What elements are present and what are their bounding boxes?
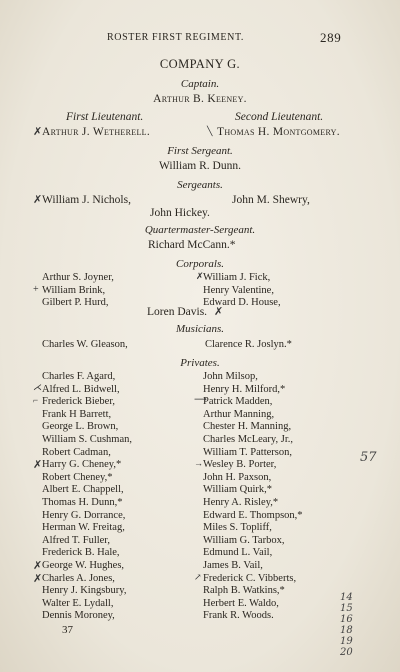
list-item: George L. Brown, xyxy=(42,421,119,433)
tick-mark: ✗ xyxy=(33,126,43,138)
list-item: Frederick Bieber, xyxy=(42,396,116,408)
list-item: Walter E. Lydall, xyxy=(42,597,114,609)
page-number: 289 xyxy=(320,30,342,45)
first-sergeant-label: First Sergeant. xyxy=(167,145,233,157)
tally-item: 16 xyxy=(340,614,353,625)
second-lieutenant-name: Thomas H. Montgomery. xyxy=(217,126,340,138)
privates-label: Privates. xyxy=(180,357,220,369)
musicians-label: Musicians. xyxy=(176,323,224,335)
list-item: Wesley B. Porter, xyxy=(203,459,277,471)
list-item: Henry A. Risley,* xyxy=(203,496,279,508)
musician-right: Clarence R. Joslyn.* xyxy=(205,339,292,350)
tick-mark: ✗ xyxy=(33,573,43,585)
first-lieutenant-name: Arthur J. Wetherell. xyxy=(42,126,150,138)
list-item: Harry G. Cheney,* xyxy=(42,459,122,471)
list-item: Albert E. Chappell, xyxy=(42,484,124,496)
tick-mark: ✗ xyxy=(196,271,204,281)
tick-mark: ↗ xyxy=(194,572,202,582)
tick-mark: ✗ xyxy=(214,306,224,318)
company-heading: COMPANY G. xyxy=(159,57,241,71)
list-item: Herbert E. Waldo, xyxy=(203,597,279,609)
list-item: Gilbert P. Hurd, xyxy=(42,297,109,309)
corporal-last: Loren Davis. xyxy=(147,306,208,318)
list-item: Charles McLeary, Jr., xyxy=(203,433,293,445)
musician-left: Charles W. Gleason, xyxy=(42,339,128,350)
list-item: Edmund L. Vail, xyxy=(203,547,273,559)
list-item: John H. Paxson, xyxy=(203,471,272,483)
list-item: Charles A. Jones, xyxy=(42,572,115,584)
sergeant-2: John M. Shewry, xyxy=(232,194,310,206)
list-item: William T. Patterson, xyxy=(203,446,293,458)
qm-sergeant-label: Quartermaster-Sergeant. xyxy=(144,224,256,236)
tick-mark: ✗ xyxy=(33,459,43,471)
sergeant-1: William J. Nichols, xyxy=(42,194,131,206)
corporals-left xyxy=(42,272,114,310)
list-item: Frank R. Woods. xyxy=(203,610,274,622)
signature-mark: 37 xyxy=(62,624,73,636)
list-item: Herman W. Freitag, xyxy=(42,522,125,534)
tick-mark: ✗ xyxy=(33,560,43,572)
sergeants-label: Sergeants. xyxy=(177,179,223,191)
list-item: Arthur Manning, xyxy=(203,408,275,420)
list-item: Chester H. Manning, xyxy=(203,421,292,433)
list-item: John Milsop, xyxy=(203,371,258,382)
tick-mark: ⋌ xyxy=(33,382,42,392)
list-item: William J. Fick, xyxy=(203,272,271,283)
corporals-label: Corporals. xyxy=(176,258,224,270)
list-item: Alfred T. Fuller, xyxy=(42,534,111,546)
list-item: Edward D. House, xyxy=(203,297,281,309)
first-lieutenant-label: First Lieutenant. xyxy=(66,111,144,123)
list-item: William Brink, xyxy=(42,284,106,296)
list-item: Frank H Barrett, xyxy=(42,408,112,420)
list-item: Frederick B. Hale, xyxy=(42,547,120,559)
list-item: Charles F. Agard, xyxy=(42,371,116,382)
list-item: William G. Tarbox, xyxy=(203,534,285,546)
list-item: Alfred L. Bidwell, xyxy=(42,383,120,395)
list-item: Henry H. Milford,* xyxy=(203,383,286,395)
tick-mark: + xyxy=(33,284,39,295)
tick-mark: ✗ xyxy=(33,194,43,206)
tally-item: 15 xyxy=(340,603,353,614)
list-item: Edward E. Thompson,* xyxy=(203,509,303,521)
tally-item: 20 xyxy=(340,647,353,658)
captain-name: Arthur B. Keeney. xyxy=(153,93,247,105)
qm-sergeant-name: Richard McCann.* xyxy=(148,239,236,251)
list-item: Thomas H. Dunn,* xyxy=(42,496,123,508)
first-sergeant-name: William R. Dunn. xyxy=(159,160,241,172)
list-item: Arthur S. Joyner, xyxy=(42,272,114,283)
tick-mark: ╲ xyxy=(207,126,213,136)
running-title: ROSTER FIRST REGIMENT. xyxy=(107,32,245,43)
tick-mark: ⌐ xyxy=(33,395,39,405)
tally-item: 14 xyxy=(340,592,353,603)
list-item: Dennis Moroney, xyxy=(42,610,115,622)
sergeant-3: John Hickey. xyxy=(150,207,210,219)
list-item: Frederick C. Vibberts, xyxy=(203,572,297,584)
tally-item: 18 xyxy=(340,625,353,636)
second-lieutenant-label: Second Lieutenant. xyxy=(235,111,324,123)
list-item: Robert Cheney,* xyxy=(42,471,113,483)
list-item: William Quirk,* xyxy=(203,484,272,496)
captain-label: Captain. xyxy=(180,78,220,90)
privates-right xyxy=(203,371,303,623)
tally-column xyxy=(340,592,353,658)
list-item: Robert Cadman, xyxy=(42,446,111,458)
list-item: Henry Valentine, xyxy=(203,284,274,296)
tally-item: 19 xyxy=(340,636,353,647)
privates-left xyxy=(42,371,132,623)
list-item: George W. Hughes, xyxy=(42,559,125,571)
list-item: Ralph B. Watkins,* xyxy=(203,585,285,597)
tick-mark: → xyxy=(194,458,203,468)
list-item: Henry J. Kingsbury, xyxy=(42,585,127,597)
margin-note: 57 xyxy=(360,450,377,465)
list-item: William S. Cushman, xyxy=(42,433,132,445)
tick-mark: ⟶ xyxy=(194,394,207,404)
list-item: James B. Vail, xyxy=(203,559,263,571)
list-item: Miles S. Topliff, xyxy=(203,522,272,534)
list-item: Patrick Madden, xyxy=(203,396,273,408)
list-item: Henry G. Dorrance, xyxy=(42,509,126,521)
